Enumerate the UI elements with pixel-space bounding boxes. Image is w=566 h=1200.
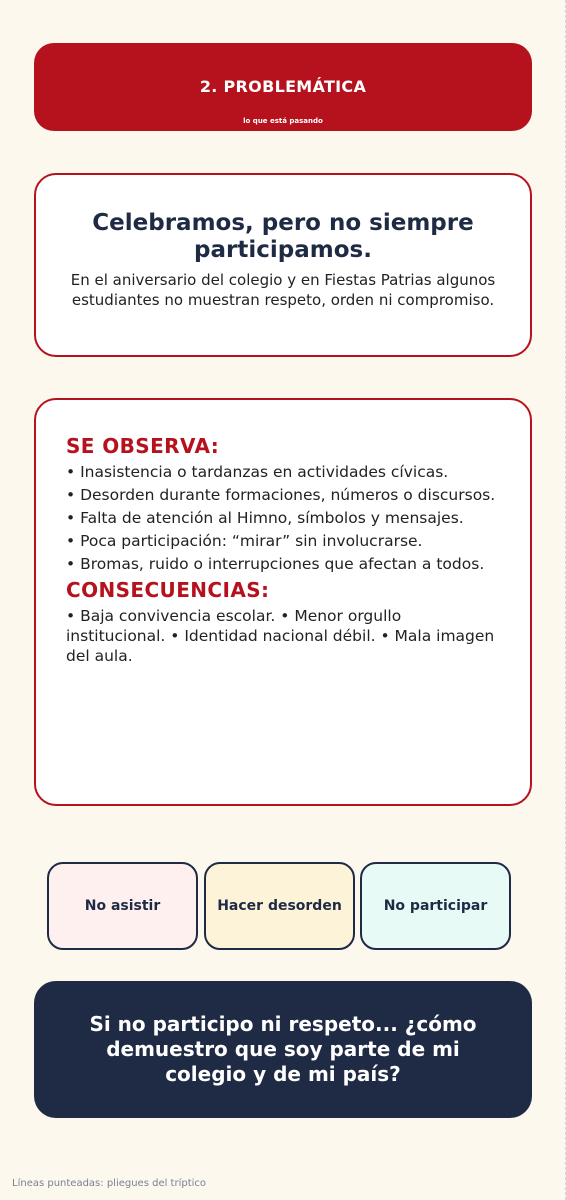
details-card — [34, 398, 532, 806]
observa-heading: SE OBSERVA: — [66, 434, 220, 458]
footnote: Líneas punteadas: pliegues del tríptico — [12, 1178, 207, 1189]
intro-heading: Celebramos, pero no siempre participamos. — [92, 210, 474, 263]
list-item: • Inasistencia o tardanzas en actividades cívicas. — [66, 462, 500, 482]
reflection-callout — [34, 981, 532, 1118]
list-item: • Falta de atención al Himno, símbolos y mensajes. — [66, 508, 500, 528]
observa-list — [66, 462, 500, 574]
pill-no-asistir: No asistir — [47, 862, 198, 950]
intro-text: En el aniversario del colegio y en Fiestas Patrias algunos estudiantes no muestran respeto, orden ni compromiso. — [70, 271, 496, 309]
callout-text: Si no participo ni respeto... ¿cómo demuestro que soy parte de mi colegio y de mi país? — [89, 1012, 477, 1086]
consecuencias-text: • Baja convivencia escolar. • Menor orgullo institucional. • Identidad nacional débil. • Mala imagen del aula. — [66, 607, 495, 665]
list-item: • Poca participación: “mirar” sin involucrarse. — [66, 531, 500, 551]
section-header — [34, 43, 532, 131]
section-title: 2. PROBLEMÁTICA — [199, 77, 367, 96]
intro-card — [34, 173, 532, 357]
section-subtitle: lo que está pasando — [243, 117, 323, 125]
consecuencias-heading: CONSECUENCIAS: — [66, 578, 270, 602]
list-item: • Bromas, ruido o interrupciones que afectan a todos. — [66, 554, 500, 574]
behavior-pills — [47, 862, 512, 950]
pill-no-participar: No participar — [360, 862, 511, 950]
list-item: • Desorden durante formaciones, números o discursos. — [66, 485, 500, 505]
pill-hacer-desorden: Hacer desorden — [204, 862, 355, 950]
